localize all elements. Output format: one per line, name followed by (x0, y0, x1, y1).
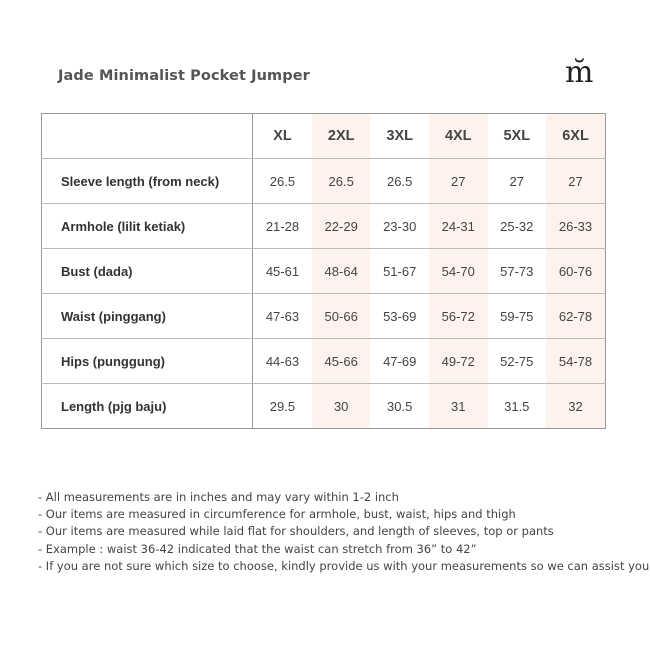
measurement-label: Hips (punggung) (42, 339, 253, 384)
size-header: 4XL (429, 114, 488, 159)
measurement-value: 54-70 (429, 249, 488, 294)
measurement-value: 26.5 (253, 159, 312, 204)
measurement-value: 22-29 (312, 204, 371, 249)
measurement-value: 23-30 (370, 204, 429, 249)
measurement-label: Waist (pinggang) (42, 294, 253, 339)
size-header: 5XL (488, 114, 547, 159)
corner-cell (42, 114, 253, 159)
measurement-value: 47-63 (253, 294, 312, 339)
size-chart-table (41, 113, 606, 429)
measurement-value: 54-78 (546, 339, 605, 384)
table-row (42, 249, 606, 294)
table-row (42, 204, 606, 249)
note-line: - Our items are measured while laid flat for shoulders, and length of sleeves, top or pants (38, 524, 554, 539)
measurement-value: 45-66 (312, 339, 371, 384)
size-header-row (42, 114, 606, 159)
measurement-value: 21-28 (253, 204, 312, 249)
measurement-value: 24-31 (429, 204, 488, 249)
measurement-value: 45-61 (253, 249, 312, 294)
note-line: - All measurements are in inches and may vary within 1-2 inch (38, 490, 399, 504)
measurement-value: 60-76 (546, 249, 605, 294)
measurement-value: 51-67 (370, 249, 429, 294)
measurement-value: 31 (429, 384, 488, 429)
measurement-value: 57-73 (488, 249, 547, 294)
table-row (42, 294, 606, 339)
size-header: XL (253, 114, 312, 159)
measurement-value: 56-72 (429, 294, 488, 339)
measurement-value: 26.5 (370, 159, 429, 204)
brand-logo: m̆ (565, 55, 594, 90)
measurement-value: 59-75 (488, 294, 547, 339)
measurement-value: 52-75 (488, 339, 547, 384)
measurement-value: 49-72 (429, 339, 488, 384)
measurement-value: 25-32 (488, 204, 547, 249)
measurement-value: 48-64 (312, 249, 371, 294)
measurement-value: 30.5 (387, 398, 413, 414)
measurement-value: 27 (546, 159, 605, 204)
measurement-notes (38, 489, 649, 575)
size-header: 3XL (370, 114, 429, 159)
measurement-label: Sleeve length (from neck) (42, 159, 253, 204)
measurement-value: 44-63 (253, 339, 312, 384)
measurement-value: 30 (312, 384, 371, 429)
measurement-value: 31.5 (504, 398, 530, 414)
measurement-label: Armhole (lilit ketiak) (42, 204, 253, 249)
measurement-value: 27 (429, 159, 488, 204)
measurement-value: 26.5 (312, 159, 371, 204)
measurement-value: 29.5 (269, 398, 296, 414)
measurement-value: 32 (546, 384, 605, 429)
table-row (42, 159, 606, 204)
measurement-value: 53-69 (370, 294, 429, 339)
size-header: 2XL (312, 114, 371, 159)
size-header: 6XL (546, 114, 605, 159)
measurement-value: 62-78 (546, 294, 605, 339)
table-row (42, 339, 606, 384)
note-line: - Example : waist 36-42 indicated that the waist can stretch from 36” to 42” (38, 541, 477, 556)
measurement-value: 50-66 (312, 294, 371, 339)
product-title: Jade Minimalist Pocket Jumper (58, 68, 310, 84)
measurement-label: Length (pjg baju) (42, 384, 253, 429)
measurement-value: 26-33 (546, 204, 605, 249)
measurement-label: Bust (dada) (42, 249, 253, 294)
table-row (42, 384, 606, 429)
note-line: - If you are not sure which size to choose, kindly provide us with your measurements so we can assist you (38, 558, 650, 573)
measurement-value: 47-69 (370, 339, 429, 384)
note-line: - Our items are measured in circumference for armhole, bust, waist, hips and thigh (38, 507, 516, 522)
measurement-value: 27 (488, 159, 547, 204)
